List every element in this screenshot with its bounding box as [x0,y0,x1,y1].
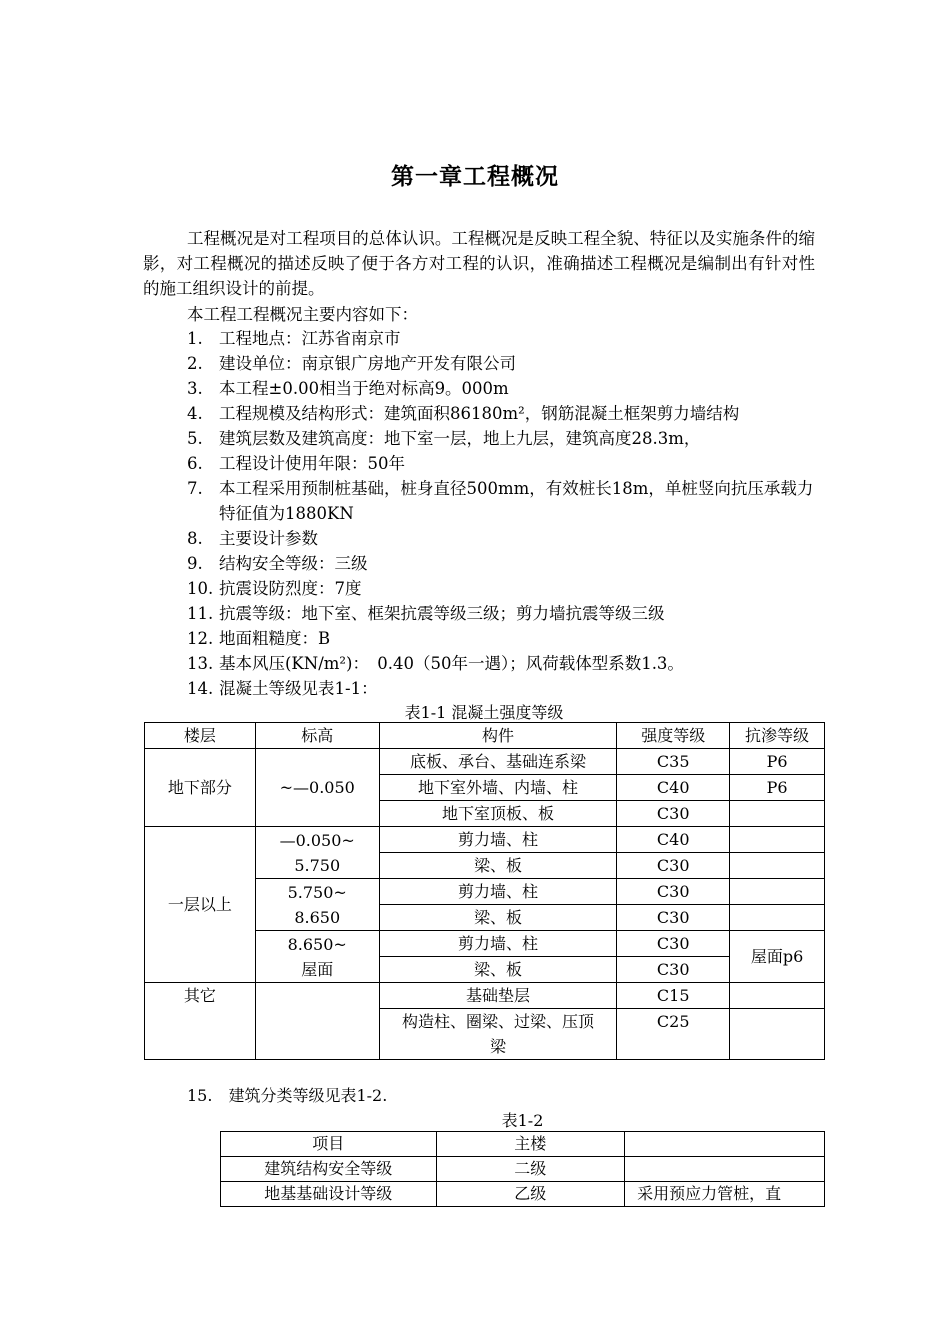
main-building-cell: 二级 [436,1157,625,1182]
seepage-cell [730,905,825,931]
elevation-cell [255,931,379,983]
table-row [145,983,825,1009]
elevation-to: 5.750 [294,855,341,875]
grade-cell: C30 [617,801,730,827]
list-item-15: 15. 建筑分类等级见表1-2. [187,1086,388,1105]
intro-lead: 本工程工程概况主要内容如下： [187,305,418,324]
list-number: 6. [187,454,203,473]
member-cell: 底板、承台、基础连系梁 [379,749,617,775]
overview-list [187,326,827,701]
header-cell: 强度等级 [617,723,730,749]
list-text: 抗震设防烈度：7度 [219,579,362,598]
floor-cell: 其它 [145,983,256,1060]
header-cell [625,1132,825,1157]
seepage-cell [730,1009,825,1060]
list-text: 建筑层数及建筑高度：地下室一层，地上九层，建筑高度28.3m， [219,429,701,448]
grade-cell: C30 [617,931,730,957]
member-cell: 构造柱、圈梁、过梁、压顶梁 [379,1009,617,1060]
list-number: 11. [187,604,214,623]
list-item [187,576,827,601]
seepage-cell [730,983,825,1009]
member-cell: 梁、板 [379,853,617,879]
member-cell: 地下室外墙、内墙、柱 [379,775,617,801]
list-number: 2. [187,354,203,373]
building-classification-table [220,1131,825,1207]
grade-cell: C30 [617,905,730,931]
list-item [187,551,827,576]
intro-paragraph: 工程概况是对工程项目的总体认识。工程概况是反映工程全貌、特征以及实施条件的缩影，对工程概况的描述反映了便于各方对工程的认识，准确描述工程概况是编制出有针对性的施工组织设计的前提。 [143,229,815,298]
main-building-cell: 乙级 [436,1182,625,1207]
list-number: 1. [187,329,203,348]
list-item [187,601,827,626]
list-item [187,626,827,651]
table1-caption: 表1-1 混凝土强度等级 [404,703,564,722]
elevation-from: 8.650~ [287,934,347,954]
note-cell [625,1157,825,1182]
list-item [187,351,827,376]
elevation-cell [255,983,379,1060]
list-item [187,526,827,551]
list-item [187,651,827,676]
list-text: 地面粗糙度：B [219,629,331,648]
header-cell: 主楼 [436,1132,625,1157]
list-text: 基本风压(KN/m²)： 0.40（50年一遇）；风荷载体型系数1.3。 [219,654,684,673]
list-number: 12. [187,629,214,648]
grade-cell: C25 [617,1009,730,1060]
list-number: 8. [187,529,203,548]
table-row [145,827,825,853]
list-number: 4. [187,404,203,423]
grade-cell: C15 [617,983,730,1009]
elevation-cell [255,879,379,931]
table-header-row [221,1132,825,1157]
header-cell: 抗渗等级 [730,723,825,749]
grade-cell: C30 [617,853,730,879]
header-cell: 标高 [255,723,379,749]
list-text: 工程设计使用年限：50年 [219,454,405,473]
floor-cell: 地下部分 [145,749,256,827]
list-number: 5. [187,429,203,448]
floor-cell: 一层以上 [145,827,256,983]
list-number: 14. [187,679,214,698]
grade-cell: C30 [617,879,730,905]
list-item [187,476,827,526]
member-cell: 地下室顶板、板 [379,801,617,827]
elevation-cell [255,827,379,879]
grade-cell: C30 [617,957,730,983]
grade-cell: C35 [617,749,730,775]
page-title: 第一章工程概况 [391,164,559,190]
list-text: 工程规模及结构形式：建筑面积86180m²，钢筋混凝土框架剪力墙结构 [219,404,740,423]
list-number: 3. [187,379,203,398]
concrete-grade-table [144,722,825,1060]
seepage-cell [730,879,825,905]
list-text: 抗震等级：地下室、框架抗震等级三级；剪力墙抗震等级三级 [219,604,665,623]
list-text: 本工程采用预制桩基础，桩身直径500mm，有效桩长18m，单桩竖向抗压承载力特征值为1880KN [219,479,814,523]
list-number: 7. [187,479,203,498]
elevation-from: 5.750~ [287,882,347,902]
list-text: 建设单位：南京银广房地产开发有限公司 [219,354,516,373]
table-row [221,1182,825,1207]
seepage-cell [730,827,825,853]
elevation-to: 屋面 [301,959,334,979]
seepage-cell [730,801,825,827]
seepage-cell [730,853,825,879]
list-item [187,426,827,451]
item-cell: 地基基础设计等级 [221,1182,437,1207]
list-item [187,401,827,426]
list-text: 本工程±0.00相当于绝对标高9。000m [219,379,509,398]
list-number: 9. [187,554,203,573]
seepage-cell: P6 [730,775,825,801]
table-row [221,1157,825,1182]
table-header-row [145,723,825,749]
list-item [187,376,827,401]
elevation-cell: ~—0.050 [255,749,379,827]
header-cell: 构件 [379,723,617,749]
elevation-to: 8.650 [294,907,341,927]
seepage-cell: 屋面p6 [730,931,825,983]
list-text: 结构安全等级：三级 [219,554,368,573]
seepage-cell: P6 [730,749,825,775]
list-number: 13. [187,654,214,673]
grade-cell: C40 [617,775,730,801]
table2-caption: 表1-2 [501,1111,544,1130]
list-text: 混凝土等级见表1-1： [219,679,378,698]
member-cell: 剪力墙、柱 [379,879,617,905]
list-number: 10. [187,579,214,598]
list-item [187,676,827,701]
list-item [187,326,827,351]
header-cell: 楼层 [145,723,256,749]
list-text: 主要设计参数 [219,529,318,548]
grade-cell: C40 [617,827,730,853]
header-cell: 项目 [221,1132,437,1157]
note-cell: 采用预应力管桩，直 [625,1182,825,1207]
list-item [187,451,827,476]
member-cell: 剪力墙、柱 [379,827,617,853]
member-cell: 梁、板 [379,957,617,983]
item-cell: 建筑结构安全等级 [221,1157,437,1182]
member-cell: 梁、板 [379,905,617,931]
member-cell: 剪力墙、柱 [379,931,617,957]
member-cell: 基础垫层 [379,983,617,1009]
elevation-from: —0.050~ [279,830,355,850]
table-row [145,749,825,775]
list-text: 工程地点：江苏省南京市 [219,329,401,348]
